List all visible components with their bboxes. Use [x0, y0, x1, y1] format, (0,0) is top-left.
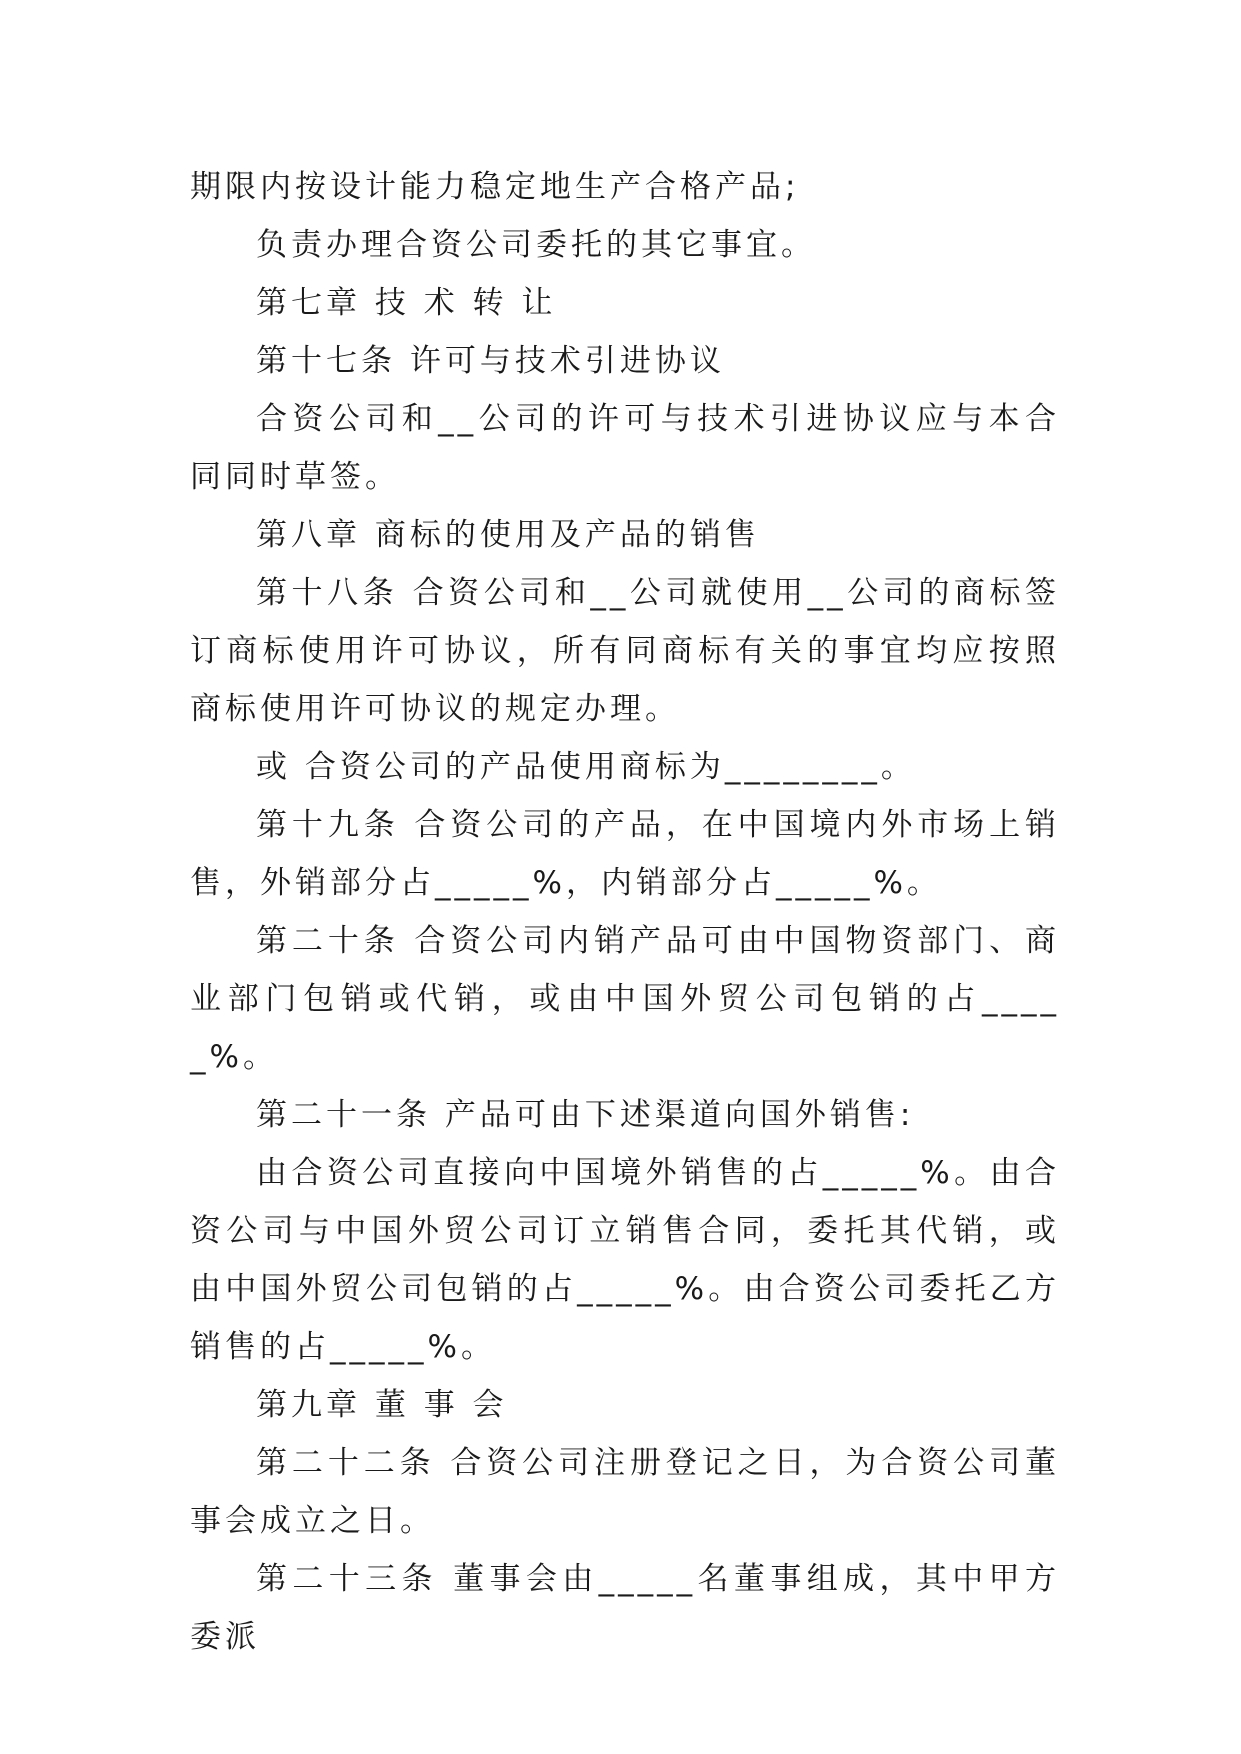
- article-paragraph: 第十八条 合资公司和__公司就使用__公司的商标签订商标使用许可协议，所有同商标有关的事宜均应按照商标使用许可协议的规定办理。: [190, 575, 1060, 727]
- article-paragraph: 第二十条 合资公司内销产品可由中国物资部门、商业部门包销或代销，或由中国外贸公司包销的占_____%。: [190, 923, 1060, 1075]
- article-paragraph: 第二十三条 董事会由_____名董事组成，其中甲方委派: [190, 1561, 1060, 1655]
- article-paragraph: 第二十二条 合资公司注册登记之日，为合资公司董事会成立之日。: [190, 1445, 1060, 1539]
- chapter-heading: 第九章 董 事 会: [256, 1387, 508, 1423]
- paragraph: 由合资公司直接向中国境外销售的占_____%。由合资公司与中国外贸公司订立销售合同，委托其代销，或由中国外贸公司包销的占_____%。由合资公司委托乙方销售的占_____%。: [190, 1155, 1060, 1365]
- article-paragraph: 第十九条 合资公司的产品，在中国境内外市场上销售，外销部分占_____%，内销部分占_____%。: [190, 807, 1060, 901]
- paragraph: 负责办理合资公司委托的其它事宜。: [256, 227, 816, 263]
- article-paragraph: 第二十一条 产品可由下述渠道向国外销售:: [256, 1097, 915, 1133]
- paragraph: 合资公司和__公司的许可与技术引进协议应与本合同同时草签。: [190, 401, 1060, 495]
- chapter-heading: 第八章 商标的使用及产品的销售: [256, 517, 760, 553]
- article-heading: 第十七条 许可与技术引进协议: [256, 343, 725, 379]
- paragraph: 或 合资公司的产品使用商标为________。: [256, 749, 916, 785]
- chapter-heading: 第七章 技 术 转 让: [256, 285, 557, 321]
- document-body: [190, 158, 1060, 1666]
- paragraph-continuation: 期限内按设计能力稳定地生产合格产品;: [190, 169, 800, 205]
